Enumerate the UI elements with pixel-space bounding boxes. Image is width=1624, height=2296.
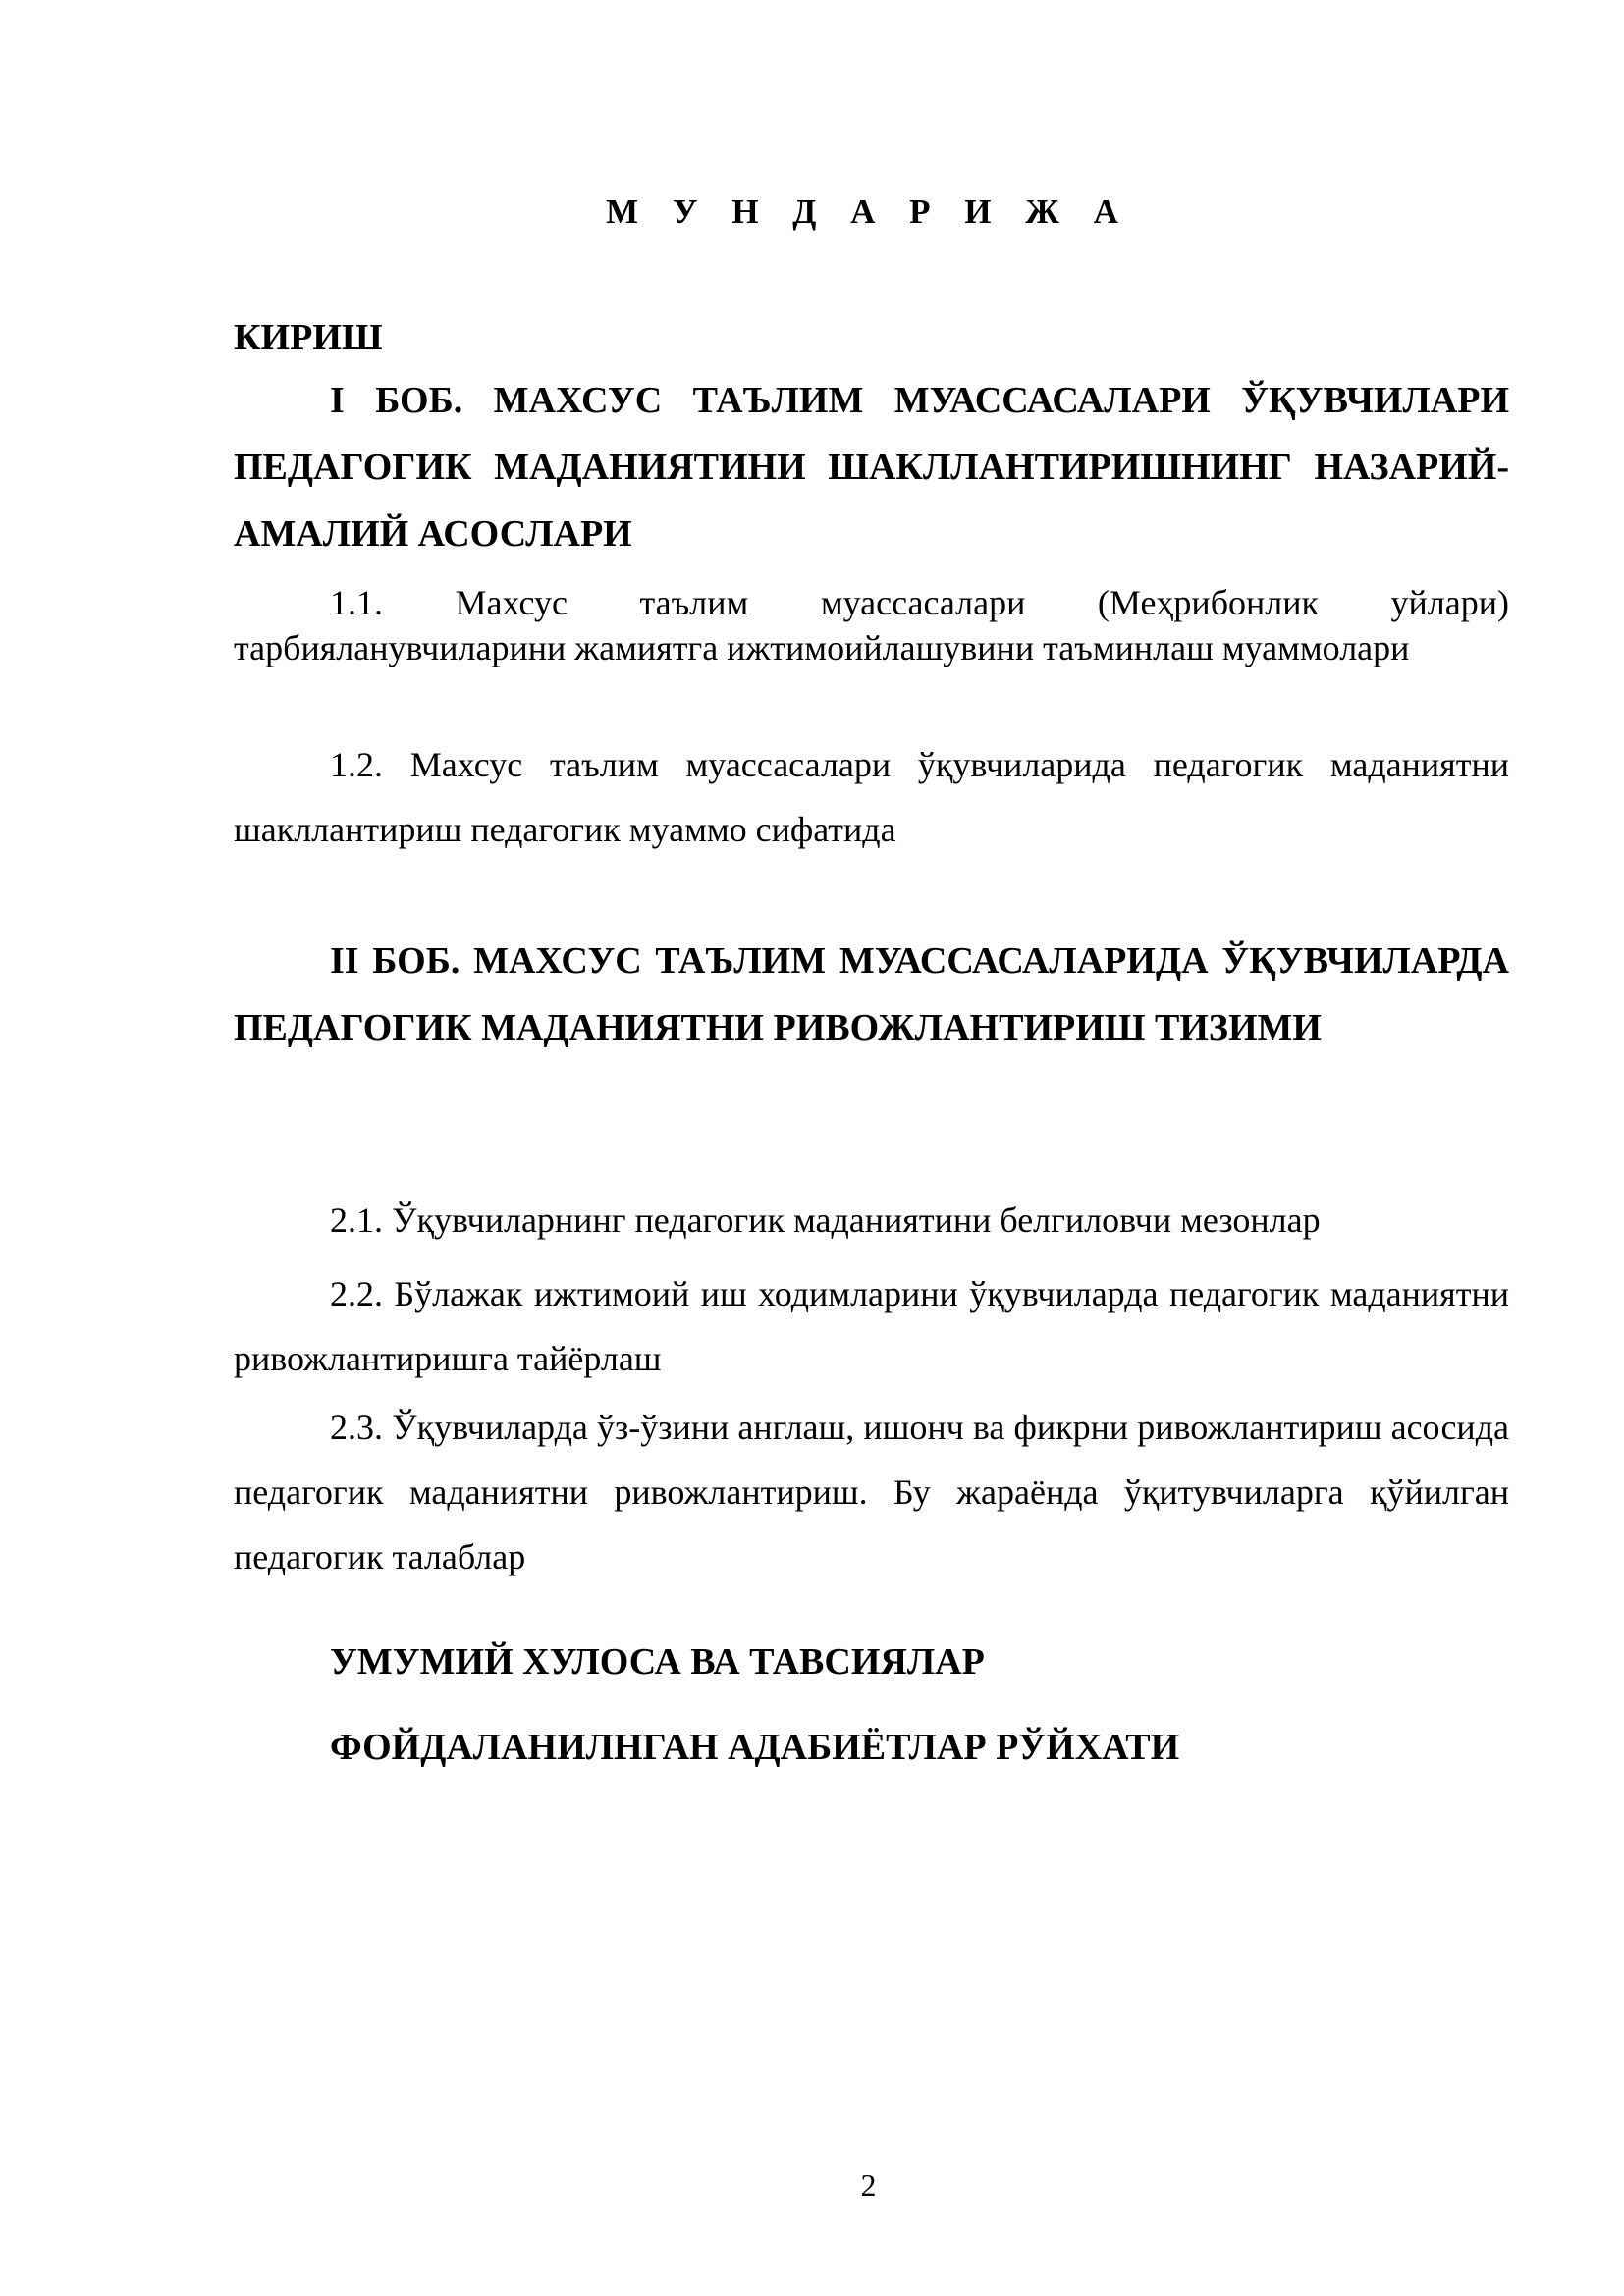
section-2-2: 2.2. Бўлажак ижтимоий иш ходимларини ўқувчиларда педагогик маданиятни ривожлантиришга тайёрлаш bbox=[234, 1274, 1509, 1378]
page-number: 2 bbox=[860, 2167, 877, 2203]
section-2-3: 2.3. Ўқувчиларда ўз-ўзини англаш, ишонч ва фикрни ривожлантириш асосида педагогик маданиятни ривожлантириш. Бу жараёнда ўқитувчиларга қўйилган педагогик талаблар bbox=[234, 1408, 1509, 1576]
section-1-1: 1.1. Махсус таълим муассасалари (Меҳрибонлик уйлари) тарбияланувчиларини жамиятга ижтимоийлашувини таъминлаш муаммолари bbox=[234, 583, 1509, 667]
references-heading: ФОЙДАЛАНИЛНГАН АДАБИЁТЛАР РЎЙХАТИ bbox=[330, 1727, 1180, 1768]
section-2-1: 2.1. Ўқувчиларнинг педагогик маданиятини белгиловчи мезонлар bbox=[330, 1201, 1321, 1240]
intro-heading: КИРИШ bbox=[234, 317, 383, 358]
chapter-1-heading: I БОБ. МАХСУС ТАЪЛИМ МУАССАСАЛАРИ ЎҚУВЧИЛАРИ ПЕДАГОГИК МАДАНИЯТИНИ ШАКЛЛАНТИРИШНИНГ НАЗАРИЙ-АМАЛИЙ АСОСЛАРИ bbox=[234, 380, 1509, 555]
section-1-2: 1.2. Махсус таълим муассасалари ўқувчиларида педагогик маданиятни шакллантириш педагогик муаммо сифатида bbox=[234, 745, 1509, 849]
chapter-2-heading: II БОБ. МАХСУС ТАЪЛИМ МУАССАСАЛАРИДА ЎҚУВЧИЛАРДА ПЕДАГОГИК МАДАНИЯТНИ РИВОЖЛАНТИРИШ ТИЗИМИ bbox=[234, 940, 1509, 1048]
conclusion-heading: УМУМИЙ ХУЛОСА ВА ТАВСИЯЛАР bbox=[330, 1641, 985, 1682]
document-title: М У Н Д А Р И Ж А bbox=[606, 192, 1131, 231]
